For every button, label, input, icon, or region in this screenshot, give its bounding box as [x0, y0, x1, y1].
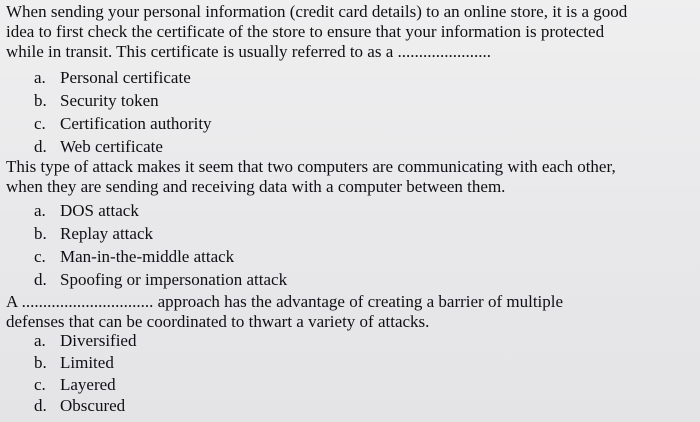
question-3-option-c	[34, 375, 116, 395]
question-2-option-c	[34, 247, 234, 267]
question-3-line-1: A ............................... approach has the advantage of creating a barrier of multiple	[6, 292, 564, 311]
option-letter: c.	[34, 375, 46, 394]
option-letter: a.	[34, 68, 46, 87]
option-text: Web certificate	[60, 137, 163, 156]
option-text: Obscured	[60, 396, 126, 415]
question-2-line-2: when they are sending and receiving data with a computer between them.	[6, 177, 506, 196]
question-3-option-a	[34, 331, 136, 351]
option-text: Limited	[60, 353, 114, 372]
option-text: Replay attack	[60, 224, 153, 243]
question-1-option-b	[34, 91, 159, 111]
question-2-option-a	[34, 201, 139, 221]
option-text: Spoofing or impersonation attack	[60, 270, 288, 289]
question-2-option-b	[34, 224, 153, 244]
question-1-option-c	[34, 114, 212, 134]
option-letter: d.	[34, 270, 47, 289]
option-letter: d.	[34, 137, 47, 156]
option-letter: a.	[34, 201, 46, 220]
option-letter: b.	[34, 91, 47, 110]
question-3-line-2: defenses that can be coordinated to thwart a variety of attacks.	[6, 312, 430, 331]
question-1-line-1: When sending your personal information (credit card details) to an online store, it is a good	[6, 2, 628, 21]
option-letter: c.	[34, 247, 46, 266]
question-2-option-d	[34, 270, 287, 290]
option-text: DOS attack	[60, 201, 139, 220]
option-letter: d.	[34, 396, 47, 415]
question-1-option-a	[34, 68, 191, 88]
option-letter: c.	[34, 114, 46, 133]
option-text: Man-in-the-middle attack	[60, 247, 235, 266]
option-text: Security token	[60, 91, 159, 110]
question-1-line-3: while in transit. This certificate is usually referred to as a ......................	[6, 42, 491, 61]
option-text: Certification authority	[60, 114, 212, 133]
question-3-option-d	[34, 396, 125, 416]
question-3-option-b	[34, 353, 114, 373]
question-2-line-1: This type of attack makes it seem that two computers are communicating with each other,	[6, 157, 616, 176]
option-letter: b.	[34, 353, 47, 372]
option-letter: b.	[34, 224, 47, 243]
option-text: Diversified	[60, 331, 137, 350]
question-1-option-d	[34, 137, 163, 157]
question-1-line-2: idea to first check the certificate of the store to ensure that your information is protected	[6, 22, 605, 41]
option-letter: a.	[34, 331, 46, 350]
option-text: Layered	[60, 375, 116, 394]
option-text: Personal certificate	[60, 68, 191, 87]
